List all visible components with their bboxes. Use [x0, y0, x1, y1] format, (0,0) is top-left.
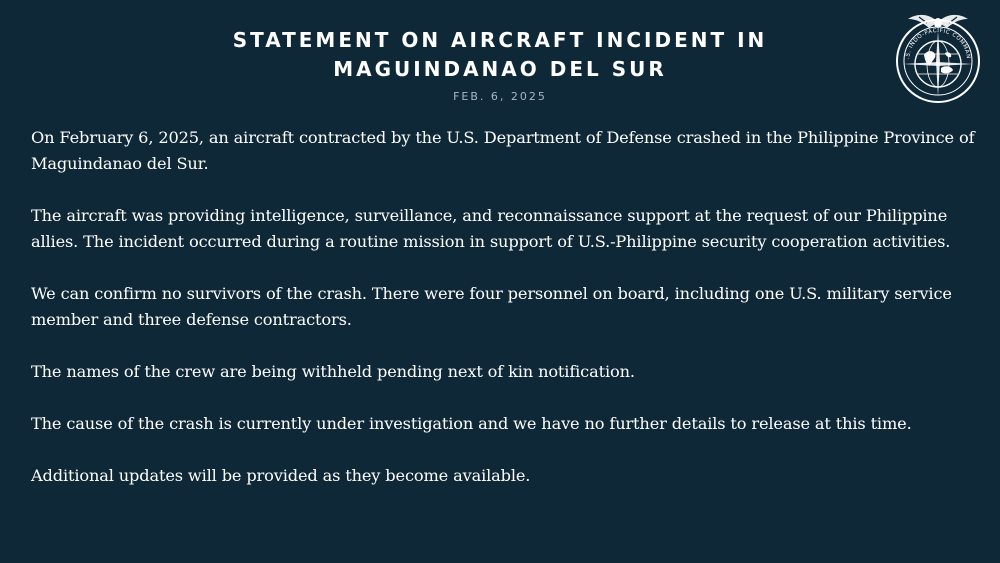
- paragraph-investigation: The cause of the crash is currently under investigation and we have no further details to release at this time.: [31, 414, 912, 433]
- paragraph-mission-details: The aircraft was providing intelligence, surveillance, and reconnaissance support at the request of our Philippine allies. The incident occurred during a routine mission in support of U.S.-Philippine security cooperation activities.: [31, 206, 951, 251]
- page-title: [0, 26, 1000, 84]
- statement-header: [0, 26, 1000, 103]
- statement-body: [31, 125, 976, 515]
- statement-date: FEB. 6, 2025: [453, 90, 547, 103]
- globe-eagle-seal-icon: [893, 9, 983, 105]
- paragraph-updates: Additional updates will be provided as they become available.: [31, 466, 531, 485]
- title-line-1: STATEMENT ON AIRCRAFT INCIDENT IN: [232, 28, 768, 52]
- paragraph-casualties: We can confirm no survivors of the crash. There were four personnel on board, including one U.S. military service member and three defense contractors.: [31, 284, 952, 329]
- seal-text: .S. INDO-PACIFIC COMMAN: [905, 27, 971, 60]
- paragraph-names-withheld: The names of the crew are being withheld pending next of kin notification.: [31, 362, 635, 381]
- paragraph-crash-summary: On February 6, 2025, an aircraft contracted by the U.S. Department of Defense crashed in the Philippine Province of Maguindanao del Sur.: [31, 128, 975, 173]
- title-line-2: MAGUINDANAO DEL SUR: [333, 57, 667, 81]
